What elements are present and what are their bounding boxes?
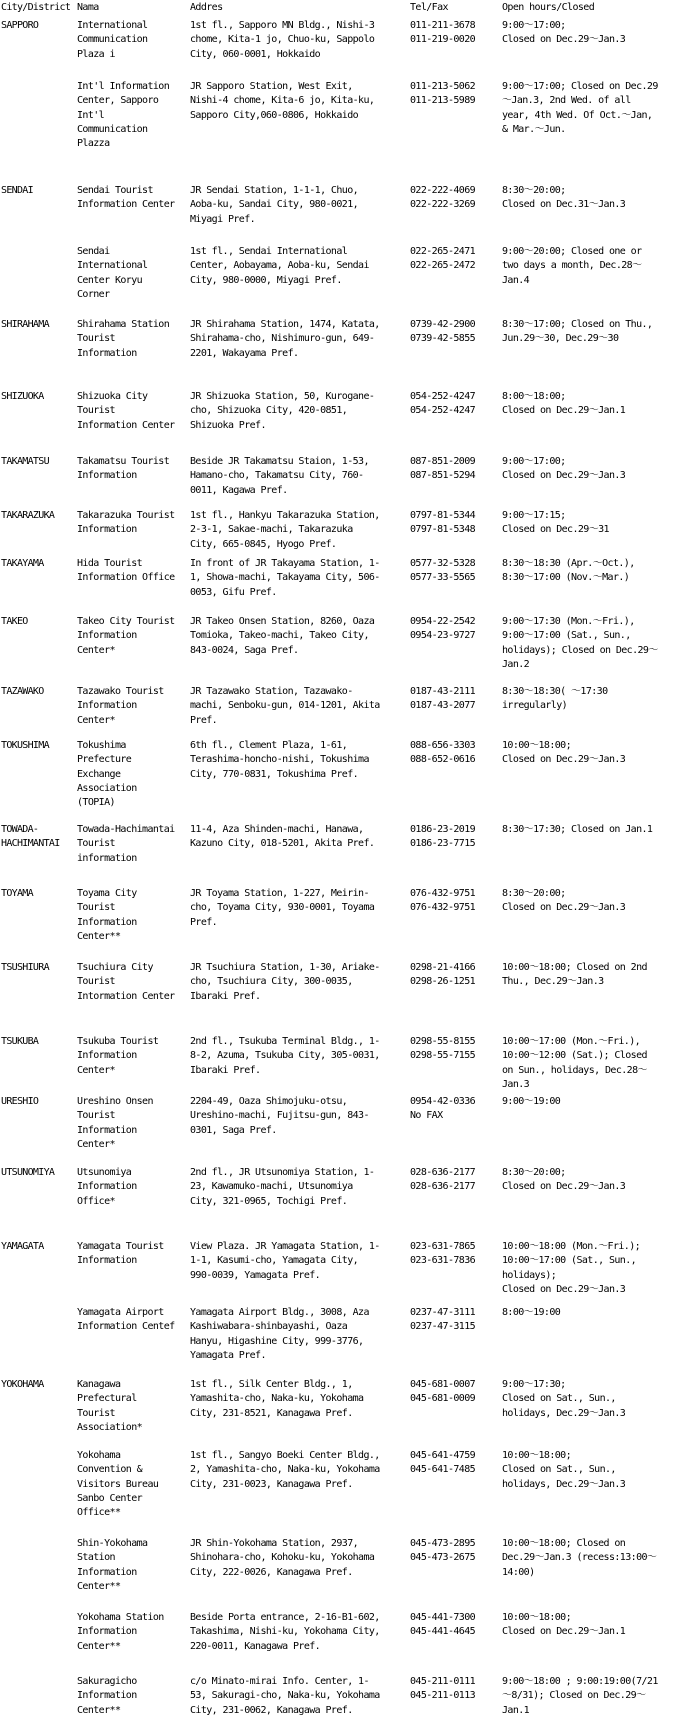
row-city: SHIZUOKA bbox=[1, 391, 44, 402]
row-name: Shin-Yokohama Station Information Center** bbox=[77, 1538, 148, 1592]
row-hours: 10:00～18:00 (Mon.～Fri.); 10:00～17:00 (Sat., Sun., holidays); Closed on Dec.29～Jan.3 bbox=[502, 1241, 641, 1295]
header-city: City/District bbox=[1, 2, 71, 13]
row-tel-fax: 022-265-2471 022-265-2472 bbox=[410, 246, 476, 272]
row-city: TAKEO bbox=[1, 616, 28, 627]
row-city: TSUKUBA bbox=[1, 1036, 39, 1047]
row-city: TAKAYAMA bbox=[1, 558, 44, 569]
row-hours: 8:30～20:00; Closed on Dec.31～Jan.3 bbox=[502, 185, 626, 211]
row-hours: 8:30～20:00; Closed on Dec.29～Jan.3 bbox=[502, 1167, 626, 1193]
row-address: 2nd fl., Tsukuba Terminal Bldg., 1- 8-2, Azuma, Tsukuba City, 305-0031, Ibaraki Pref. bbox=[190, 1036, 380, 1076]
row-address: JR Sapporo Station, West Exit, Nishi-4 chome, Kita-6 jo, Kita-ku, Sapporo City,060-0806, Hokkaido bbox=[190, 81, 375, 121]
row-hours: 8:30～18:30( ～17:30 irregularly) bbox=[502, 686, 608, 712]
row-city: TOYAMA bbox=[1, 888, 33, 899]
row-tel-fax: 045-473-2895 045-473-2675 bbox=[410, 1538, 476, 1564]
row-address: In front of JR Takayama Station, 1- 1, Showa-machi, Takayama City, 506- 0053, Gifu Pref. bbox=[190, 558, 380, 598]
row-name: Takarazuka Tourist Information bbox=[77, 510, 175, 536]
row-hours: 9:00～17:30 (Mon.～Fri.), 9:00～17:00 (Sat., Sun., holidays); Closed on Dec.29～ Jan.2 bbox=[502, 616, 658, 670]
row-tel-fax: 023-631-7865 023-631-7836 bbox=[410, 1241, 476, 1267]
row-address: 1st fl., Silk Center Bldg., 1, Yamashita-cho, Naka-ku, Yokohama City, 231-8521, Kanagawa Pref. bbox=[190, 1379, 364, 1419]
row-name: Kanagawa Prefectural Tourist Association* bbox=[77, 1379, 143, 1433]
row-address: Beside JR Takamatsu Staion, 1-53, Hamano-cho, Takamatsu City, 760- 0011, Kagawa Pref. bbox=[190, 456, 369, 496]
row-hours: 9:00～17:30; Closed on Sat., Sun., holidays, Dec.29～Jan.3 bbox=[502, 1379, 626, 1419]
row-hours: 10:00～18:00; Closed on Dec.29～Jan.3 (recess:13:00～ 14:00) bbox=[502, 1538, 657, 1578]
row-address: JR Shin-Yokohama Station, 2937, Shinohara-cho, Kohoku-ku, Yokohama City, 222-0026, Kanagawa Pref. bbox=[190, 1538, 375, 1578]
row-name: Tokushima Prefecture Exchange Association (TOPIA) bbox=[77, 740, 137, 809]
row-hours: 8:00～18:00; Closed on Dec.29～Jan.1 bbox=[502, 391, 626, 417]
row-tel-fax: 028-636-2177 028-636-2177 bbox=[410, 1167, 476, 1193]
row-city: UTSUNOMIYA bbox=[1, 1167, 55, 1178]
row-hours: 8:30～18:30 (Apr.～Oct.), 8:30～17:00 (Nov.～Mar.) bbox=[502, 558, 635, 584]
row-city: TOKUSHIMA bbox=[1, 740, 49, 751]
row-city: URESHIO bbox=[1, 1096, 39, 1107]
row-hours: 8:30～20:00; Closed on Dec.29～Jan.3 bbox=[502, 888, 626, 914]
header-tel-fax: Tel/Fax bbox=[410, 2, 448, 13]
row-name: Tsuchiura City Tourist Intormation Center bbox=[77, 962, 175, 1002]
row-city: TAZAWAKO bbox=[1, 686, 44, 697]
row-address: 2204-49, Oaza Shimojuku-otsu, Ureshino-machi, Fujitsu-gun, 843- 0301, Saga Pref. bbox=[190, 1096, 369, 1136]
row-name: Takamatsu Tourist Information bbox=[77, 456, 170, 482]
row-hours: 8:30～17:30; Closed on Jan.1 bbox=[502, 824, 653, 835]
row-city: SENDAI bbox=[1, 185, 33, 196]
row-address: 11-4, Aza Shinden-machi, Hanawa, Kazuno City, 018-5201, Akita Pref. bbox=[190, 824, 375, 850]
row-name: Int'l Information Center, Sapporo Int'l Communication Plazza bbox=[77, 81, 170, 150]
row-address: 6th fl., Clement Plaza, 1-61, Terashima-honcho-nishi, Tokushima City, 770-0831, Tokushima Pref. bbox=[190, 740, 369, 780]
row-name: Towada-Hachimantai Tourist information bbox=[77, 824, 175, 864]
row-tel-fax: 0954-42-0336 No FAX bbox=[410, 1096, 476, 1122]
row-name: Sakuragicho Information Center** bbox=[77, 1676, 137, 1716]
row-hours: 9:00～19:00 bbox=[502, 1096, 561, 1107]
row-address: JR Tazawako Station, Tazawako- machi, Senboku-gun, 014-1201, Akita Pref. bbox=[190, 686, 380, 726]
row-name: Yamagata Airport Information Centef bbox=[77, 1307, 175, 1333]
row-name: Utsunomiya Information Office* bbox=[77, 1167, 137, 1207]
row-tel-fax: 0954-22-2542 0954-23-9727 bbox=[410, 616, 476, 642]
row-city: SHIRAHAMA bbox=[1, 319, 49, 330]
row-tel-fax: 0298-21-4166 0298-26-1251 bbox=[410, 962, 476, 988]
row-name: Sendai International Center Koryu Corner bbox=[77, 246, 148, 300]
row-hours: 10:00～18:00; Closed on Sat., Sun., holidays, Dec.29～Jan.3 bbox=[502, 1450, 626, 1490]
row-city: TOWADA- HACHIMANTAI bbox=[1, 824, 60, 850]
row-address: JR Tsuchiura Station, 1-30, Ariake- cho, Tsuchiura City, 300-0035, Ibaraki Pref. bbox=[190, 962, 380, 1002]
row-hours: 10:00～18:00; Closed on Dec.29～Jan.3 bbox=[502, 740, 626, 766]
row-tel-fax: 088-656-3303 088-652-0616 bbox=[410, 740, 476, 766]
row-address: 1st fl., Hankyu Takarazuka Station, 2-3-1, Sakae-machi, Takarazuka City, 665-0845, Hyogo Pref. bbox=[190, 510, 380, 550]
row-hours: 8:00～19:00 bbox=[502, 1307, 561, 1318]
row-name: Yamagata Tourist Information bbox=[77, 1241, 164, 1267]
row-tel-fax: 0187-43-2111 0187-43-2077 bbox=[410, 686, 476, 712]
header-name: Nama bbox=[77, 2, 99, 13]
row-hours: 10:00～17:00 (Mon.～Fri.), 10:00～12:00 (Sat.); Closed on Sun., holidays, Dec.28～ Jan.3 bbox=[502, 1036, 647, 1090]
row-name: Tazawako Tourist Information Center* bbox=[77, 686, 164, 726]
row-tel-fax: 0577-32-5328 0577-33-5565 bbox=[410, 558, 476, 584]
row-name: Ureshino Onsen Tourist Information Center* bbox=[77, 1096, 153, 1150]
row-address: JR Shirahama Station, 1474, Katata, Shirahama-cho, Nishimuro-gun, 649- 2201, Wakayama Pref. bbox=[190, 319, 380, 359]
row-name: Toyama City Tourist Information Center** bbox=[77, 888, 137, 942]
row-city: TAKAMATSU bbox=[1, 456, 49, 467]
row-tel-fax: 0797-81-5344 0797-81-5348 bbox=[410, 510, 476, 536]
row-tel-fax: 087-851-2009 087-851-5294 bbox=[410, 456, 476, 482]
row-address: Beside Porta entrance, 2-16-B1-602, Takashima, Nishi-ku, Yokohama City, 220-0011, Kanagawa Pref. bbox=[190, 1612, 380, 1652]
row-city: YOKOHAMA bbox=[1, 1379, 44, 1390]
row-tel-fax: 054-252-4247 054-252-4247 bbox=[410, 391, 476, 417]
row-tel-fax: 045-441-7300 045-441-4645 bbox=[410, 1612, 476, 1638]
row-address: JR Sendai Station, 1-1-1, Chuo, Aoba-ku, Sandai City, 980-0021, Miyagi Pref. bbox=[190, 185, 359, 225]
row-address: JR Shizuoka Station, 50, Kurogane- cho, Shizuoka City, 420-0851, Shizuoka Pref. bbox=[190, 391, 375, 431]
row-tel-fax: 045-681-0007 045-681-0009 bbox=[410, 1379, 476, 1405]
row-address: 2nd fl., JR Utsunomiya Station, 1- 23, Kawamuko-machi, Utsunomiya City, 321-0965, Tochigi Pref. bbox=[190, 1167, 375, 1207]
row-address: Yamagata Airport Bldg., 3008, Aza Kashiwabara-shinbayashi, Oaza Hanyu, Higashine City, 999-3776, Yamagata Pref. bbox=[190, 1307, 369, 1361]
row-name: Sendai Tourist Information Center bbox=[77, 185, 175, 211]
row-hours: 9:00～17:00; Closed on Dec.29 ～Jan.3, 2nd Wed. of all year, 4th Wed. Of Oct.～Jan, & Mar.～Jun. bbox=[502, 81, 658, 135]
row-address: JR Takeo Onsen Station, 8260, Oaza Tomioka, Takeo-machi, Takeo City, 843-0024, Saga Pref. bbox=[190, 616, 375, 656]
row-tel-fax: 0739-42-2900 0739-42-5855 bbox=[410, 319, 476, 345]
row-hours: 9:00～17:00; Closed on Dec.29～Jan.3 bbox=[502, 20, 626, 46]
row-city: YAMAGATA bbox=[1, 1241, 44, 1252]
row-tel-fax: 011-211-3678 011-219-0020 bbox=[410, 20, 476, 46]
row-hours: 9:00～17:00; Closed on Dec.29～Jan.3 bbox=[502, 456, 626, 482]
row-name: Yokohama Convention & Visitors Bureau Sanbo Center Office** bbox=[77, 1450, 159, 1519]
row-city: TSUSHIURA bbox=[1, 962, 49, 973]
row-tel-fax: 045-211-0111 045-211-0113 bbox=[410, 1676, 476, 1702]
row-hours: 9:00～20:00; Closed one or two days a month, Dec.28～ Jan.4 bbox=[502, 246, 642, 286]
row-tel-fax: 011-213-5062 011-213-5989 bbox=[410, 81, 476, 107]
row-name: Yokohama Station Information Center** bbox=[77, 1612, 164, 1652]
row-tel-fax: 045-641-4759 045-641-7485 bbox=[410, 1450, 476, 1476]
row-name: Takeo City Tourist Information Center* bbox=[77, 616, 175, 656]
row-tel-fax: 076-432-9751 076-432-9751 bbox=[410, 888, 476, 914]
row-address: JR Toyama Station, 1-227, Meirin- cho, Toyama City, 930-0001, Toyama Pref. bbox=[190, 888, 375, 928]
row-address: 1st fl., Sendai International Center, Aobayama, Aoba-ku, Sendai City, 980-0000, Miyagi Pref. bbox=[190, 246, 369, 286]
row-city: TAKARAZUKA bbox=[1, 510, 55, 521]
row-hours: 8:30～17:00; Closed on Thu., Jun.29～30, Dec.29～30 bbox=[502, 319, 653, 345]
row-tel-fax: 0186-23-2019 0186-23-7715 bbox=[410, 824, 476, 850]
row-name: Hida Tourist Information Office bbox=[77, 558, 175, 584]
row-hours: 9:00～18:00 ; 9:00:19:00(7/21 ～8/31); Closed on Dec.29～ Jan.1 bbox=[502, 1676, 658, 1716]
row-address: 1st fl., Sangyo Boeki Center Bldg., 2, Yamashita-cho, Naka-ku, Yokohama City, 231-0023, Kanagawa Pref. bbox=[190, 1450, 380, 1490]
row-address: 1st fl., Sapporo MN Bldg., Nishi-3 chome, Kita-1 jo, Chuo-ku, Sappolo City, 060-0001, Hokkaido bbox=[190, 20, 375, 60]
row-hours: 10:00～18:00; Closed on 2nd Thu., Dec.29～Jan.3 bbox=[502, 962, 647, 988]
row-tel-fax: 0298-55-8155 0298-55-7155 bbox=[410, 1036, 476, 1062]
header-address: Addres bbox=[190, 2, 223, 13]
row-name: Tsukuba Tourist Information Center* bbox=[77, 1036, 159, 1076]
row-hours: 9:00～17:15; Closed on Dec.29～31 bbox=[502, 510, 609, 536]
row-tel-fax: 0237-47-3111 0237-47-3115 bbox=[410, 1307, 476, 1333]
row-address: View Plaza. JR Yamagata Station, 1- 1-1, Kasumi-cho, Yamagata City, 990-0039, Yamagata Pref. bbox=[190, 1241, 380, 1281]
row-hours: 10:00～18:00; Closed on Dec.29～Jan.1 bbox=[502, 1612, 626, 1638]
row-name: International Communication Plaza i bbox=[77, 20, 148, 60]
row-city: SAPPORO bbox=[1, 20, 39, 31]
row-name: Shirahama Station Tourist Information bbox=[77, 319, 170, 359]
header-hours: Open hours/Closed bbox=[502, 2, 595, 13]
row-address: c/o Minato-mirai Info. Center, 1- 53, Sakuragi-cho, Naka-ku, Yokohama City, 231-0062, Kanagawa Pref. bbox=[190, 1676, 380, 1716]
row-name: Shizuoka City Tourist Information Center bbox=[77, 391, 175, 431]
row-tel-fax: 022-222-4069 022-222-3269 bbox=[410, 185, 476, 211]
